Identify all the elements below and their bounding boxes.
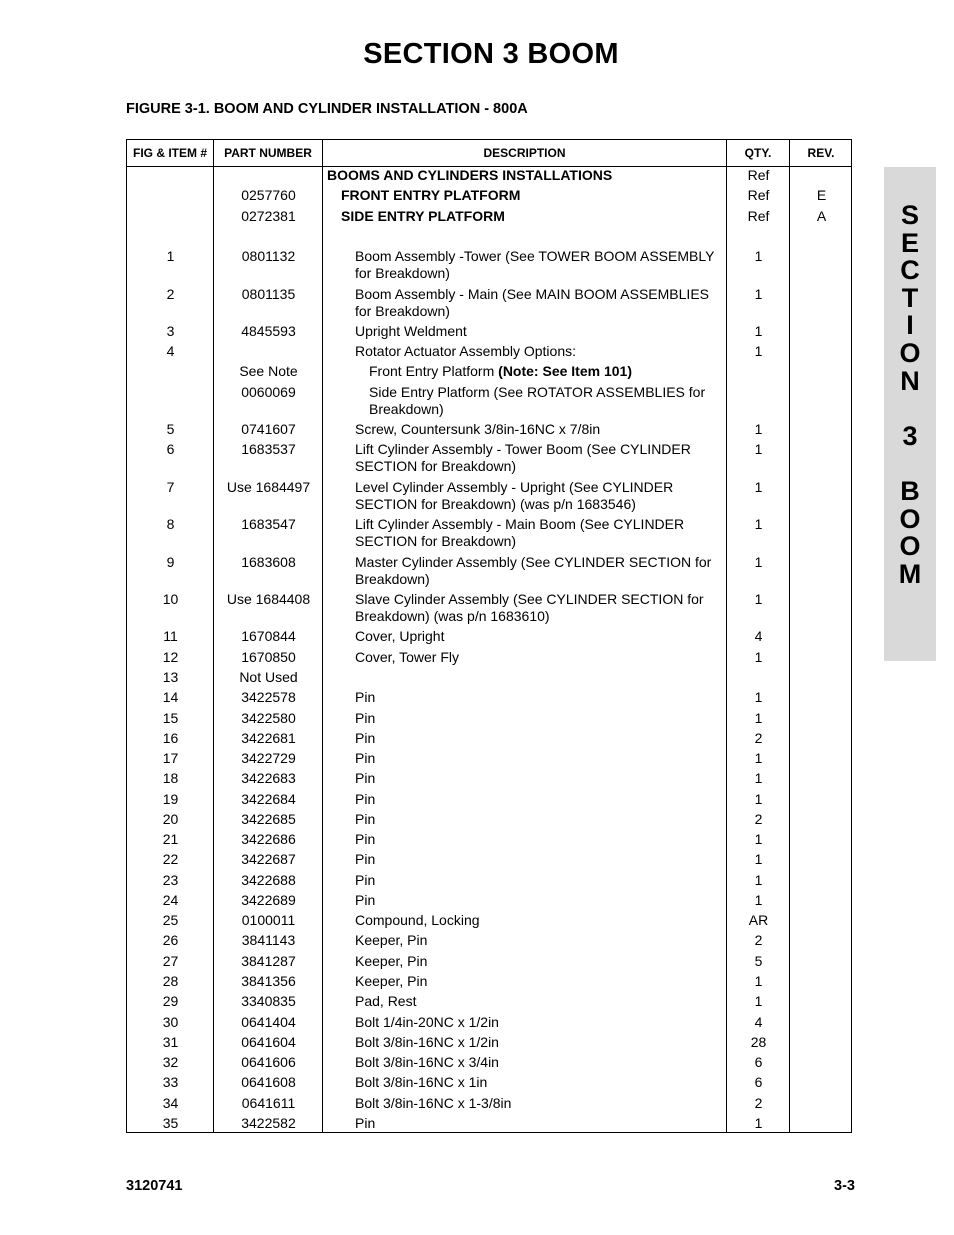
fig-item-cell: 25 [162,912,179,928]
part-number-cell: 3841356 [241,973,296,989]
side-tab-letter: C [900,255,920,286]
part-number-cell: 0641404 [241,1014,296,1030]
fig-item-cell: 13 [162,669,179,685]
qty-cell: 2 [754,1095,763,1111]
qty-cell: 1 [754,851,763,867]
qty-cell: 5 [754,953,763,969]
description-cell [323,516,727,550]
fig-item-cell: 10 [162,591,179,607]
description-note: (Note: See Item 101) [498,363,632,379]
description-text: Pin [355,770,376,786]
description-cell [323,421,727,438]
description-cell [323,649,727,666]
part-number-cell: 0801135 [241,286,296,302]
qty-cell: 1 [754,872,763,888]
qty-cell: 1 [754,710,763,726]
description-cell [323,1074,727,1091]
description-text: Pin [355,791,376,807]
part-number-cell: 3841287 [241,953,296,969]
description-text: Screw, Countersunk 3/8in-16NC x 7/8in [355,421,601,437]
side-tab-letter: T [901,282,919,313]
description-text: Pin [355,892,376,908]
qty-cell: 1 [754,831,763,847]
description-text: Bolt 3/8in-16NC x 3/4in [355,1054,499,1070]
part-number-cell: 0641606 [241,1054,296,1070]
description-text: Rotator Actuator Assembly Options: [355,343,576,359]
qty-cell: 1 [754,516,763,532]
description-text: Compound, Locking [355,912,480,928]
fig-item-cell: 35 [162,1115,179,1131]
fig-item-cell: 5 [166,421,175,437]
side-tab-letter: N [900,365,920,396]
qty-cell: 1 [754,791,763,807]
qty-cell: 28 [750,1034,767,1050]
qty-cell: 1 [754,649,763,665]
fig-item-cell: 33 [162,1074,179,1090]
fig-item-cell: 31 [162,1034,179,1050]
part-number-cell: 0060069 [241,384,296,400]
description-cell [323,932,727,949]
qty-cell: 2 [754,730,763,746]
fig-item-cell: 19 [162,791,179,807]
description-cell [323,872,727,889]
description-text: Pin [355,1115,376,1131]
description-cell [323,591,727,625]
side-tab-letter: O [899,531,921,562]
qty-cell: 1 [754,323,763,339]
description-text: Pin [355,689,376,705]
qty-cell: Ref [747,187,770,203]
part-number-cell: 3422684 [241,791,296,807]
fig-item-cell: 34 [162,1095,179,1111]
description-cell [323,993,727,1010]
qty-cell: 1 [754,689,763,705]
part-number-cell: 4845593 [241,323,296,339]
part-number-cell: Not Used [239,669,298,685]
description-cell [323,750,727,767]
description-cell [323,791,727,808]
fig-item-cell: 3 [166,323,175,339]
description-cell [323,811,727,828]
description-cell [323,1034,727,1051]
description-cell [323,363,727,380]
description-text: Bolt 3/8in-16NC x 1/2in [355,1034,499,1050]
part-number-cell: 3422683 [241,770,296,786]
part-number-cell: See Note [239,363,298,379]
fig-item-cell: 14 [162,689,179,705]
description-cell [323,187,727,204]
description-text: Upright Weldment [355,323,467,339]
fig-item-cell: 30 [162,1014,179,1030]
qty-cell: 1 [754,248,763,264]
part-number-cell: 1683547 [241,516,296,532]
description-text: FRONT ENTRY PLATFORM [341,187,521,203]
description-text: Side Entry Platform (See ROTATOR ASSEMBLIES for Breakdown) [369,384,706,417]
part-number-cell: 1683537 [241,441,296,457]
part-number-cell: 0641611 [241,1095,296,1111]
part-number-cell: 3422686 [241,831,296,847]
side-tab-letter: O [899,503,921,534]
description-cell [323,554,727,588]
qty-cell: 1 [754,750,763,766]
description-cell [323,953,727,970]
fig-item-cell: 32 [162,1054,179,1070]
fig-item-cell: 2 [166,286,175,302]
description-cell [323,689,727,706]
description-text: Bolt 1/4in-20NC x 1/2in [355,1014,499,1030]
qty-cell: 1 [754,770,763,786]
qty-cell: 6 [754,1074,763,1090]
section-side-tab [884,167,936,661]
description-text: Boom Assembly - Main (See MAIN BOOM ASSEMBLIES for Breakdown) [355,286,709,319]
description-text: Front Entry Platform [369,363,499,379]
qty-cell: Ref [747,208,770,224]
fig-item-cell: 26 [162,932,179,948]
qty-cell: 4 [754,1014,763,1030]
qty-cell: Ref [747,167,770,183]
description-text: Pad, Rest [355,993,417,1009]
description-text: Pin [355,710,376,726]
description-text: Cover, Tower Fly [355,649,459,665]
qty-cell: 1 [754,591,763,607]
description-text: Lift Cylinder Assembly - Tower Boom (See CYLINDER SECTION for Breakdown) [355,441,691,474]
part-number-cell: 1670844 [241,628,296,644]
fig-item-cell: 22 [162,851,179,867]
side-tab-letter: O [899,338,921,368]
description-text: Level Cylinder Assembly - Upright (See CYLINDER SECTION for Breakdown) (was p/n 1683546) [355,479,674,512]
fig-item-cell: 29 [162,993,179,1009]
description-cell [323,851,727,868]
figure-title: FIGURE 3-1. BOOM AND CYLINDER INSTALLATION - 800A [126,101,528,117]
qty-cell: 2 [754,811,763,827]
header-fig-item: FIG & ITEM # [132,146,207,160]
description-cell [323,770,727,787]
description-text: Pin [355,851,376,867]
description-cell [323,892,727,909]
description-text: Keeper, Pin [355,973,428,989]
fig-item-cell: 24 [162,892,179,908]
fig-item-cell: 21 [162,831,179,847]
description-cell [323,710,727,727]
description-text: Pin [355,730,376,746]
description-text: BOOMS AND CYLINDERS INSTALLATIONS [327,167,613,183]
qty-cell: 1 [754,343,763,359]
side-tab-letter: M [898,558,922,589]
description-cell [323,730,727,747]
description-text: Boom Assembly -Tower (See TOWER BOOM ASSEMBLY for Breakdown) [355,248,715,281]
section-title: SECTION 3 BOOM [363,38,619,70]
part-number-cell: 0100011 [241,912,296,928]
description-text: Pin [355,872,376,888]
part-number-cell: 3340835 [241,993,296,1009]
qty-cell: 1 [754,479,763,495]
part-number-cell: 1683608 [241,554,296,570]
fig-item-cell: 15 [162,710,179,726]
description-text: Keeper, Pin [355,953,428,969]
rev-cell: E [816,187,827,203]
description-text: Pin [355,750,376,766]
part-number-cell: 0257760 [241,187,296,203]
fig-item-cell: 11 [163,628,178,644]
qty-cell: 6 [754,1054,763,1070]
part-number-cell: 3422582 [241,1115,296,1131]
part-number-cell: 0741607 [241,421,296,437]
fig-item-cell: 1 [166,248,175,264]
part-number-cell: 3422729 [241,750,296,766]
fig-item-cell: 18 [162,770,179,786]
description-cell [323,1115,727,1132]
part-number-cell: 3422689 [241,892,296,908]
header-part-number: PART NUMBER [224,146,312,160]
fig-item-cell: 17 [162,750,179,766]
fig-item-cell: 27 [162,953,179,969]
part-number-cell: 3422580 [241,710,296,726]
description-cell [323,343,727,360]
header-description: DESCRIPTION [483,146,566,160]
fig-item-cell: 12 [162,649,179,665]
page-number: 3-3 [834,1178,855,1194]
fig-item-cell: 6 [166,441,175,457]
description-cell [323,1014,727,1031]
qty-cell: 1 [754,554,763,570]
description-cell [323,167,727,184]
qty-cell: 1 [754,892,763,908]
part-number-cell: 3422688 [241,872,296,888]
description-text: Keeper, Pin [355,932,428,948]
description-cell [323,384,727,418]
fig-item-cell: 28 [162,973,179,989]
description-text: Pin [355,811,376,827]
fig-item-cell: 8 [166,516,175,532]
part-number-cell: 0272381 [241,208,296,224]
fig-item-cell: 20 [162,811,179,827]
header-qty: QTY. [744,146,772,160]
part-number-cell: 3841143 [241,932,296,948]
qty-cell: AR [748,912,769,928]
qty-cell: 1 [754,993,763,1009]
description-cell [323,479,727,513]
qty-cell: 2 [754,932,763,948]
part-number-cell: 0641604 [241,1034,296,1050]
description-cell [323,912,727,929]
part-number-cell: 3422687 [241,851,296,867]
fig-item-cell: 7 [166,479,175,495]
side-tab-letter: S [900,200,919,230]
description-text: Cover, Upright [355,628,445,644]
description-cell [323,441,727,475]
description-cell [323,1095,727,1112]
rev-cell: A [816,208,827,224]
header-rev: REV. [807,146,835,160]
fig-item-cell: 4 [166,343,175,359]
description-cell [323,286,727,320]
side-tab-letter: I [906,310,914,341]
description-cell [323,248,727,282]
description-text: Master Cylinder Assembly (See CYLINDER SECTION for Breakdown) [355,554,712,587]
description-cell [323,831,727,848]
side-tab-letter: 3 [902,420,918,451]
description-text: Pin [355,831,376,847]
side-tab-letter: B [900,476,920,506]
description-text: SIDE ENTRY PLATFORM [341,208,505,224]
qty-cell: 1 [754,441,763,457]
description-text: Bolt 3/8in-16NC x 1in [355,1074,488,1090]
fig-item-cell: 9 [166,554,175,570]
description-text: Bolt 3/8in-16NC x 1-3/8in [355,1095,512,1111]
document-number: 3120741 [126,1178,183,1194]
description-cell [323,1054,727,1071]
description-text: Slave Cylinder Assembly (See CYLINDER SECTION for Breakdown) (was p/n 1683610) [355,591,704,624]
qty-cell: 1 [754,286,763,302]
qty-cell: 1 [754,421,763,437]
part-number-cell: 1670850 [241,649,296,665]
description-text: Lift Cylinder Assembly - Main Boom (See CYLINDER SECTION for Breakdown) [355,516,685,549]
part-number-cell: 3422681 [241,730,296,746]
part-number-cell: Use 1684497 [226,479,311,495]
fig-item-cell: 16 [162,730,179,746]
description-cell [323,323,727,340]
part-number-cell: 3422578 [241,689,296,705]
qty-cell: 4 [754,628,763,644]
qty-cell: 1 [754,1115,763,1131]
description-cell [323,628,727,645]
part-number-cell: 0801132 [241,248,296,264]
side-tab-letter: E [900,227,919,258]
part-number-cell: 0641608 [241,1074,296,1090]
part-number-cell: Use 1684408 [226,591,311,607]
parts-table [126,139,852,1133]
part-number-cell: 3422685 [241,811,296,827]
qty-cell: 1 [754,973,763,989]
description-cell [323,973,727,990]
fig-item-cell: 23 [162,872,179,888]
description-cell [323,208,727,225]
